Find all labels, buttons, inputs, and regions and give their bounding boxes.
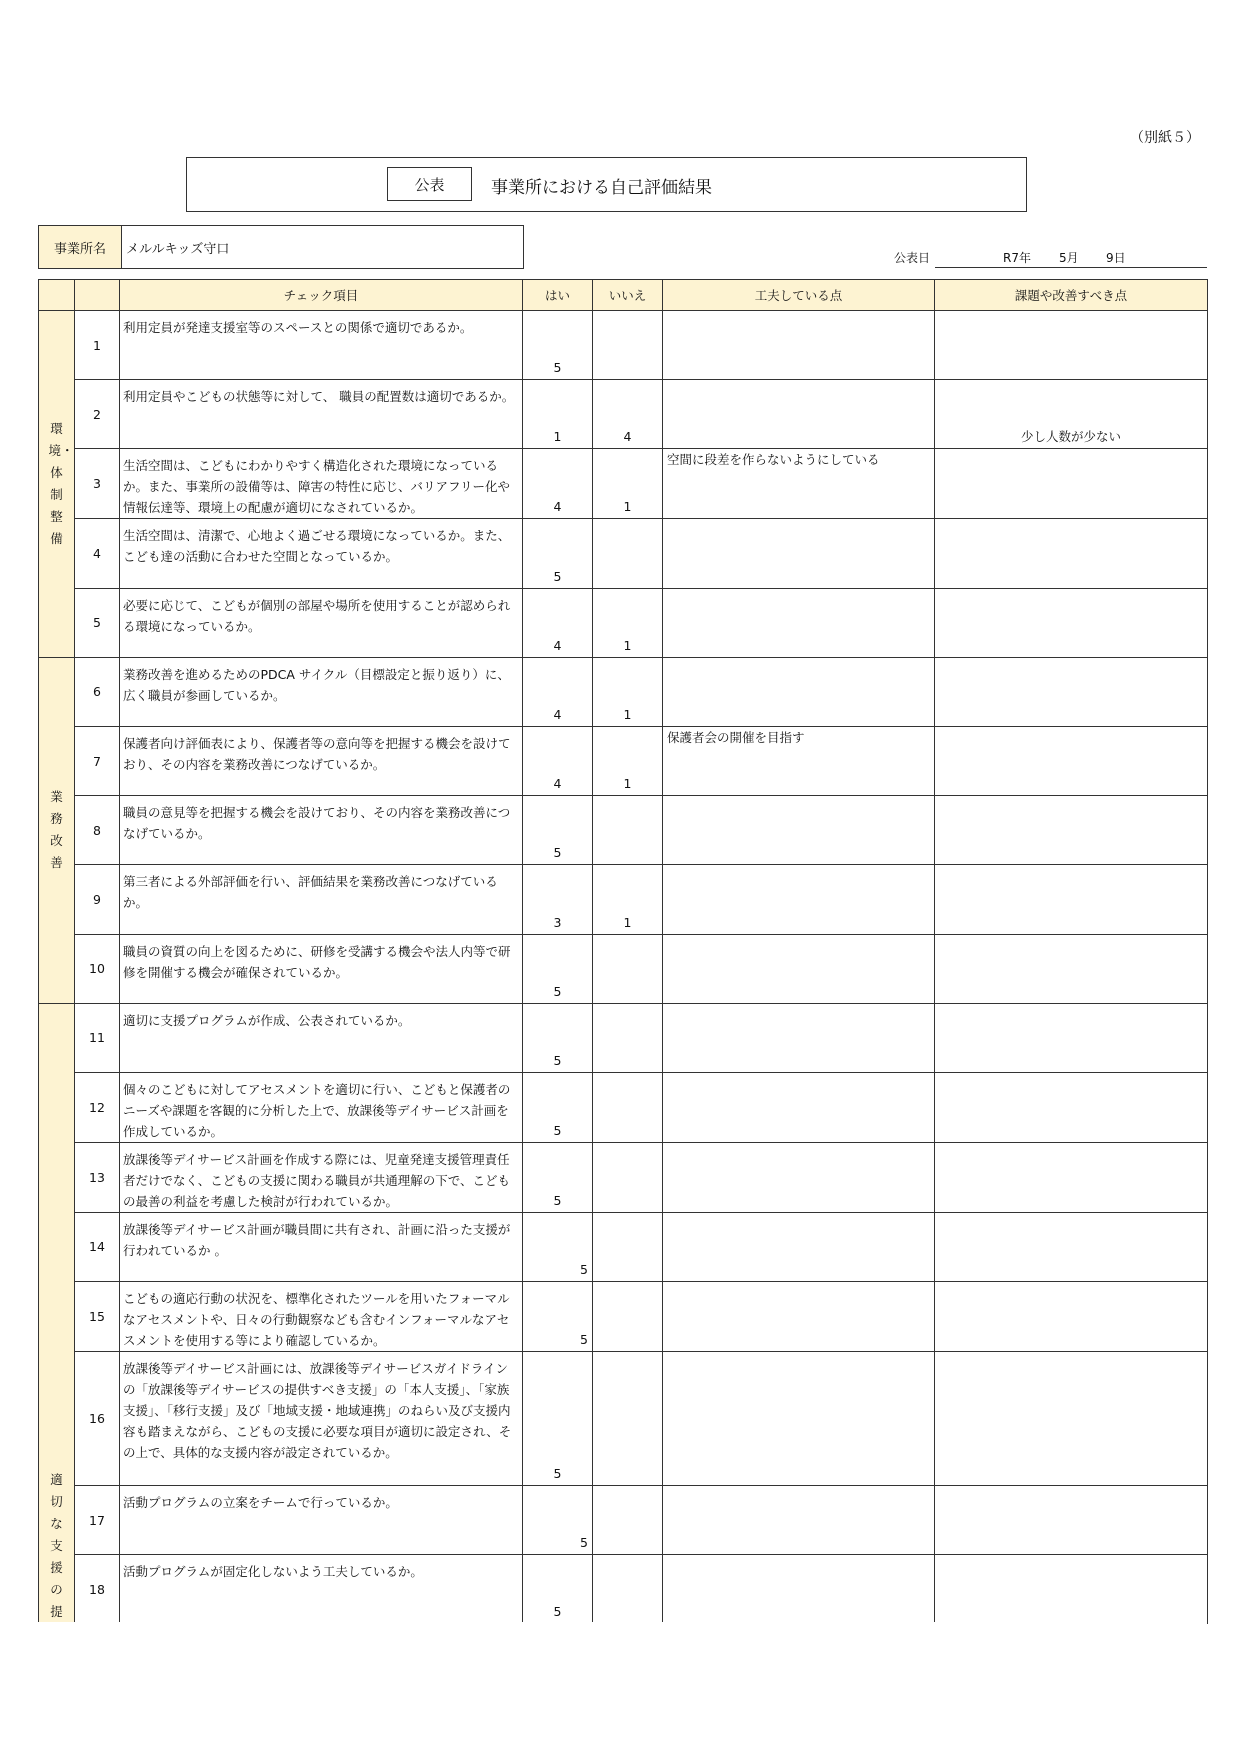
yes-count: 5: [523, 934, 593, 1003]
category-cell: [39, 657, 75, 1003]
yes-count: 4: [523, 588, 593, 657]
table-row: [39, 726, 1208, 795]
issue-note: [935, 657, 1208, 726]
effort-note: [663, 796, 935, 865]
row-number: 15: [75, 1282, 120, 1352]
row-number: 9: [75, 865, 120, 934]
yes-count: 5: [523, 1352, 593, 1486]
no-count: 1: [593, 588, 663, 657]
office-name: メルルキッズ守口: [126, 241, 230, 257]
header-efforts: 工夫している点: [663, 280, 935, 311]
header-issues: 課題や改善すべき点: [935, 280, 1208, 311]
issue-note: [935, 934, 1208, 1003]
effort-note: [663, 1142, 935, 1212]
table-row: [39, 449, 1208, 519]
table-row: [39, 1282, 1208, 1352]
table-row: [39, 1072, 1208, 1142]
no-count: [593, 1486, 663, 1555]
effort-note: [663, 311, 935, 380]
row-number: 16: [75, 1352, 120, 1486]
publish-day: 9日: [1106, 251, 1126, 265]
yes-count: 5: [523, 1555, 593, 1624]
row-number: 11: [75, 1003, 120, 1072]
yes-count: 3: [523, 865, 593, 934]
issue-note: [935, 1072, 1208, 1142]
category-label: 業務改善: [50, 789, 63, 871]
yes-count: 4: [523, 657, 593, 726]
check-item-text: 適切に支援プログラムが作成、公表されているか。: [120, 1003, 523, 1072]
issue-note: [935, 1555, 1208, 1624]
table-row: [39, 657, 1208, 726]
row-number: 1: [75, 311, 120, 380]
check-item-text: 活動プログラムが固定化しないよう工夫しているか。: [120, 1555, 523, 1624]
yes-count: 4: [523, 449, 593, 519]
table-row: [39, 311, 1208, 380]
no-count: [593, 311, 663, 380]
yes-count: 5: [523, 1486, 593, 1555]
check-item-text: 個々のこどもに対してアセスメントを適切に行い、こどもと保護者のニーズや課題を客観的に分析した上で、放課後等デイサービス計画を作成しているか。: [120, 1072, 523, 1142]
no-count: 1: [593, 657, 663, 726]
header-yes: はい: [523, 280, 593, 311]
evaluation-table: [38, 279, 1208, 1624]
check-item-text: 第三者による外部評価を行い、評価結果を業務改善につなげているか。: [120, 865, 523, 934]
effort-note: [663, 865, 935, 934]
issue-note: [935, 726, 1208, 795]
yes-count: 1: [523, 380, 593, 449]
category-label: 適切な支援の提: [50, 1472, 63, 1620]
no-count: [593, 1003, 663, 1072]
issue-note: [935, 1142, 1208, 1212]
yes-count: 5: [523, 796, 593, 865]
check-item-text: 保護者向け評価表により、保護者等の意向等を把握する機会を設けており、その内容を業務改善につなげているか。: [120, 726, 523, 795]
publish-month: 5月: [1059, 251, 1079, 265]
issue-note: [935, 449, 1208, 519]
table-row: [39, 1352, 1208, 1486]
publish-year: R7年: [1003, 251, 1031, 265]
effort-note: [663, 1486, 935, 1555]
table-row: [39, 1003, 1208, 1072]
attachment-label: （別紙５）: [1130, 130, 1200, 146]
issue-note: [935, 588, 1208, 657]
header-check-item: チェック項目: [120, 280, 523, 311]
effort-note: [663, 934, 935, 1003]
no-count: [593, 934, 663, 1003]
row-number: 12: [75, 1072, 120, 1142]
table-row: [39, 1486, 1208, 1555]
no-count: [593, 1212, 663, 1281]
row-number: 18: [75, 1555, 120, 1624]
issue-note: [935, 1352, 1208, 1486]
check-item-text: 利用定員が発達支援室等のスペースとの関係で適切であるか。: [120, 311, 523, 380]
check-item-text: 生活空間は、こどもにわかりやすく構造化された環境になっているか。また、事業所の設備等は、障害の特性に応じ、バリアフリー化や情報伝達等、環境上の配慮が適切になされているか。: [120, 449, 523, 519]
title-box: [186, 157, 1027, 212]
no-count: [593, 1555, 663, 1624]
check-item-text: 活動プログラムの立案をチームで行っているか。: [120, 1486, 523, 1555]
effort-note: [663, 1072, 935, 1142]
row-number: 13: [75, 1142, 120, 1212]
category-cell: [39, 1003, 75, 1624]
no-count: 4: [593, 380, 663, 449]
issue-note: [935, 1486, 1208, 1555]
yes-count: 5: [523, 311, 593, 380]
check-item-text: 職員の資質の向上を図るために、研修を受講する機会や法人内等で研修を開催する機会が確保されているか。: [120, 934, 523, 1003]
effort-note: 空間に段差を作らないようにしている: [663, 449, 935, 519]
table-row: [39, 588, 1208, 657]
check-item-text: 放課後等デイサービス計画には、放課後等デイサービスガイドラインの「放課後等デイサービスの提供すべき支援」の「本人支援」、「家族支援」、「移行支援」及び「地域支援・地域連携」のねらい及び支援内容も踏まえながら、こどもの支援に必要な項目が適切に設定され、その上で、具体的な支援内容が設定されているか。: [120, 1352, 523, 1486]
effort-note: [663, 519, 935, 588]
table-header-row: [39, 280, 1208, 311]
issue-note: [935, 1282, 1208, 1352]
header-no: いいえ: [593, 280, 663, 311]
effort-note: [663, 1003, 935, 1072]
office-box: [38, 225, 524, 269]
table-row: [39, 1555, 1208, 1624]
no-count: [593, 1072, 663, 1142]
table-row: [39, 1142, 1208, 1212]
check-item-text: 職員の意見等を把握する機会を設けており、その内容を業務改善につなげているか。: [120, 796, 523, 865]
effort-note: 保護者会の開催を目指す: [663, 726, 935, 795]
no-count: [593, 1352, 663, 1486]
yes-count: 5: [523, 1142, 593, 1212]
row-number: 2: [75, 380, 120, 449]
issue-note: 少し人数が少ない: [935, 380, 1208, 449]
check-item-text: 放課後等デイサービス計画が職員間に共有され、計画に沿った支援が行われているか 。: [120, 1212, 523, 1281]
public-tag: 公表: [387, 167, 472, 201]
header-number: [75, 280, 120, 311]
header-category: [39, 280, 75, 311]
issue-note: [935, 1212, 1208, 1281]
yes-count: 5: [523, 1282, 593, 1352]
category-label: 環境・体制整備: [48, 420, 74, 546]
row-number: 4: [75, 519, 120, 588]
issue-note: [935, 311, 1208, 380]
table-row: [39, 865, 1208, 934]
no-count: [593, 1282, 663, 1352]
table-row: [39, 519, 1208, 588]
yes-count: 5: [523, 1003, 593, 1072]
table-row: [39, 380, 1208, 449]
check-item-text: 業務改善を進めるためのPDCA サイクル（目標設定と振り返り）に、広く職員が参画しているか。: [120, 657, 523, 726]
effort-note: [663, 588, 935, 657]
table-row: [39, 934, 1208, 1003]
effort-note: [663, 1282, 935, 1352]
yes-count: 4: [523, 726, 593, 795]
yes-count: 5: [523, 1072, 593, 1142]
no-count: 1: [593, 865, 663, 934]
no-count: [593, 796, 663, 865]
row-number: 3: [75, 449, 120, 519]
yes-count: 5: [523, 1212, 593, 1281]
check-item-text: 利用定員やこどもの状態等に対して、 職員の配置数は適切であるか。: [120, 380, 523, 449]
issue-note: [935, 519, 1208, 588]
row-number: 10: [75, 934, 120, 1003]
issue-note: [935, 796, 1208, 865]
row-number: 8: [75, 796, 120, 865]
page-title: 事業所における自己評価結果: [491, 178, 712, 198]
check-item-text: 必要に応じて、こどもが個別の部屋や場所を使用することが認められる環境になっているか。: [120, 588, 523, 657]
no-count: [593, 1142, 663, 1212]
effort-note: [663, 1212, 935, 1281]
no-count: 1: [593, 449, 663, 519]
effort-note: [663, 380, 935, 449]
effort-note: [663, 1352, 935, 1486]
no-count: [593, 519, 663, 588]
check-item-text: こどもの適応行動の状況を、標準化されたツールを用いたフォーマルなアセスメントや、日々の行動観察なども含むインフォーマルなアセスメントを使用する等により確認しているか。: [120, 1282, 523, 1352]
row-number: 7: [75, 726, 120, 795]
issue-note: [935, 865, 1208, 934]
yes-count: 5: [523, 519, 593, 588]
table-row: [39, 1212, 1208, 1281]
issue-note: [935, 1003, 1208, 1072]
effort-note: [663, 1555, 935, 1624]
publish-date-line: [935, 267, 1207, 268]
no-count: 1: [593, 726, 663, 795]
row-number: 5: [75, 588, 120, 657]
category-cell: [39, 311, 75, 658]
row-number: 14: [75, 1212, 120, 1281]
page-bottom-margin: [38, 1622, 1207, 1755]
publish-date-label: 公表日: [894, 251, 931, 265]
row-number: 6: [75, 657, 120, 726]
office-label: 事業所名: [39, 226, 122, 268]
check-item-text: 生活空間は、清潔で、心地よく過ごせる環境になっているか。また、こども達の活動に合わせた空間となっているか。: [120, 519, 523, 588]
effort-note: [663, 657, 935, 726]
row-number: 17: [75, 1486, 120, 1555]
table-row: [39, 796, 1208, 865]
check-item-text: 放課後等デイサービス計画を作成する際には、児童発達支援管理責任者だけでなく、こどもの支援に関わる職員が共通理解の下で、こどもの最善の利益を考慮した検討が行われているか。: [120, 1142, 523, 1212]
